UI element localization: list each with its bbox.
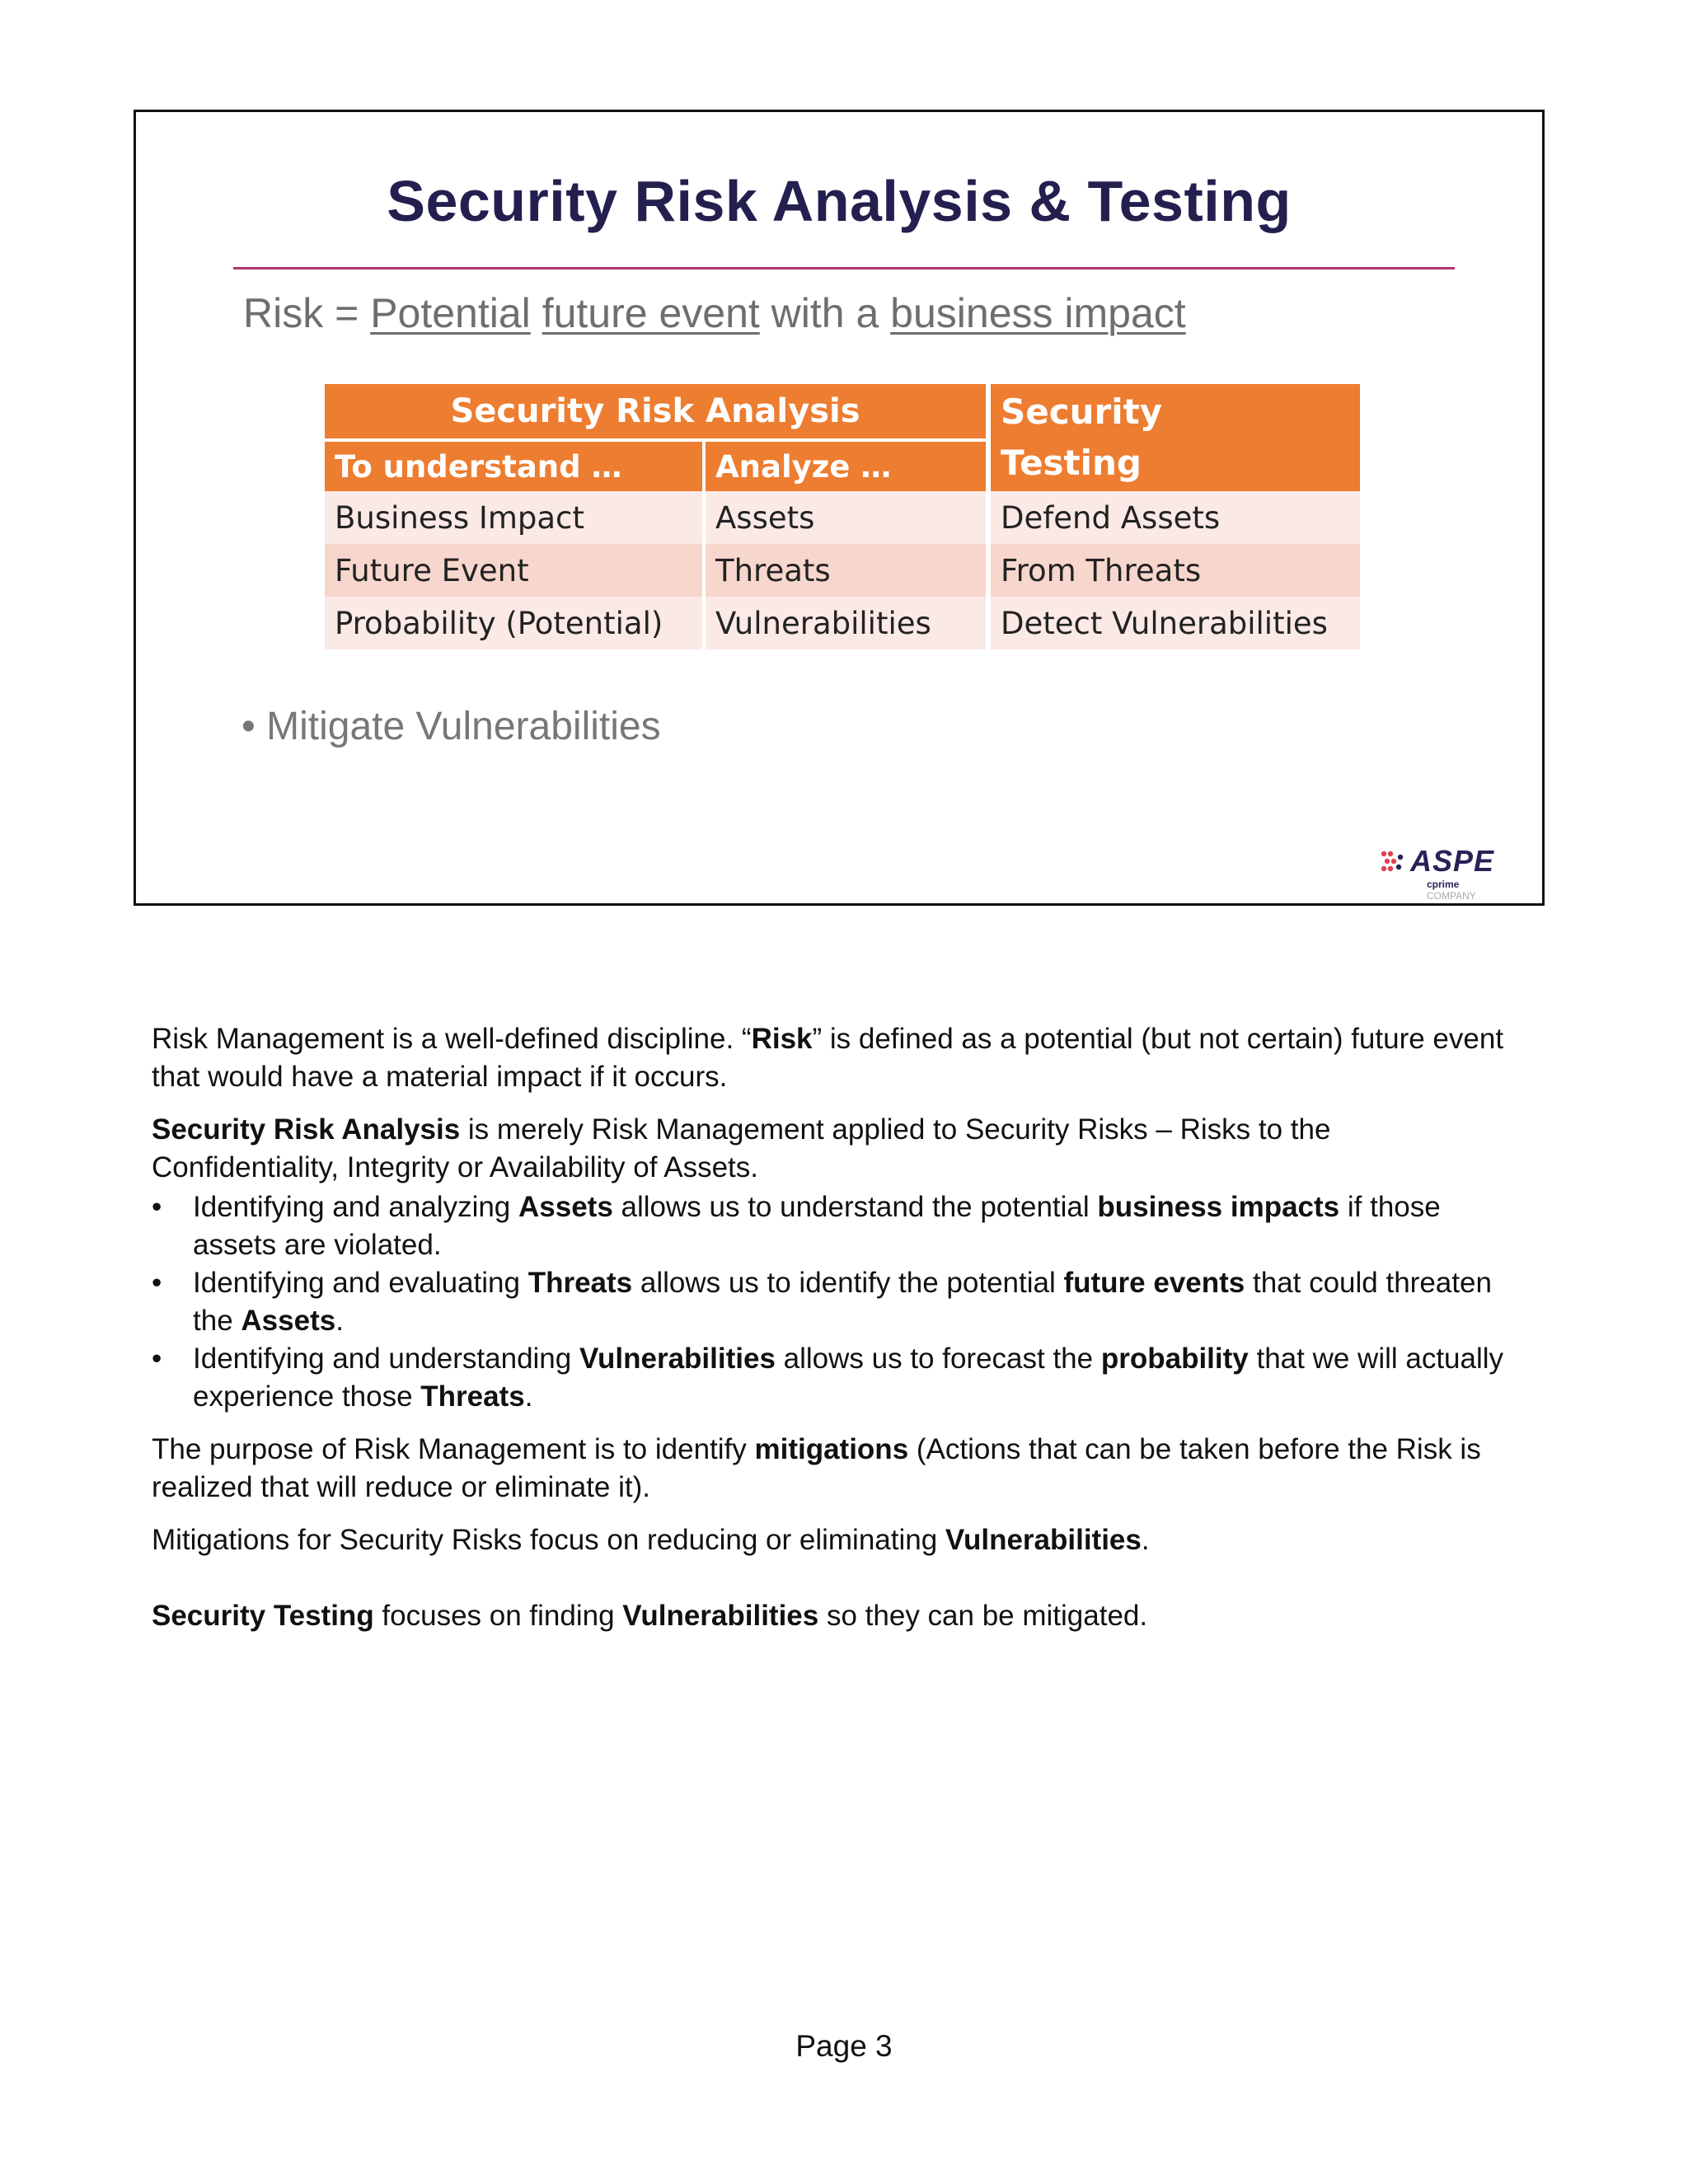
- bold-run: Vulnerabilities: [579, 1343, 776, 1375]
- text-run: Identifying and analyzing: [193, 1191, 518, 1223]
- risk-definition-middle: with a: [759, 290, 891, 336]
- text-run: Risk Management is a well-defined discipline. “: [152, 1023, 752, 1055]
- title-divider: [233, 267, 1455, 269]
- notes-paragraph-security-risk-analysis: [152, 1111, 1520, 1187]
- notes-paragraph-mitigations-purpose: [152, 1431, 1520, 1507]
- list-item: [152, 1188, 1520, 1264]
- risk-definition: [243, 289, 1186, 337]
- header-security-testing: [988, 384, 1360, 491]
- aspe-logo: [1379, 844, 1503, 902]
- bold-run: Threats: [420, 1380, 525, 1413]
- bold-run: Risk: [751, 1023, 813, 1055]
- text-run: so they can be mitigated.: [818, 1600, 1148, 1632]
- text-run: Mitigations for Security Risks focus on reducing or eliminating: [152, 1524, 945, 1556]
- list-item: [152, 1340, 1520, 1416]
- table-cell: From Threats: [988, 544, 1360, 597]
- logo-sub-bold: cprime: [1427, 879, 1460, 890]
- bold-run: mitigations: [754, 1433, 909, 1465]
- slide-image: [134, 110, 1545, 906]
- text-run: The purpose of Risk Management is to identify: [152, 1433, 755, 1465]
- bold-run: Security Risk Analysis: [152, 1113, 461, 1146]
- header-security-testing-line1: Security: [1001, 391, 1163, 432]
- table-cell: Probability (Potential): [325, 597, 704, 649]
- risk-definition-prefix: Risk =: [243, 290, 371, 336]
- aspe-logo-icon: [1379, 849, 1407, 874]
- text-run: .: [524, 1380, 533, 1413]
- header-to-understand: To understand …: [325, 440, 704, 491]
- text-run: Identifying and understanding: [193, 1343, 579, 1375]
- risk-analysis-table: [325, 384, 1360, 649]
- bold-run: business impacts: [1097, 1191, 1340, 1223]
- bold-run: Threats: [528, 1267, 633, 1299]
- text-run: Identifying and evaluating: [193, 1267, 528, 1299]
- risk-definition-space: [531, 290, 542, 336]
- text-run: is merely Risk Management applied to Security Risks – Risks to the Confidentiality, Integrity or Availability of Assets.: [152, 1113, 1331, 1183]
- text-run: (Actions that can be taken before the Risk is realized that will reduce or eliminate it).: [152, 1433, 1481, 1503]
- table-cell: Future Event: [325, 544, 704, 597]
- bold-run: Vulnerabilities: [622, 1600, 819, 1632]
- text-run: focuses on finding: [373, 1600, 623, 1632]
- text-run: ” is defined as a potential (but not certain) future event that would have a material impact if it occurs.: [152, 1023, 1504, 1093]
- table-cell: Threats: [704, 544, 988, 597]
- paragraph-spacer: [152, 1574, 1520, 1597]
- notes-paragraph-mitigations-focus: [152, 1521, 1520, 1559]
- text-run: .: [335, 1305, 344, 1337]
- risk-term-future-event: future event: [542, 290, 760, 336]
- logo-sub-light: COMPANY: [1427, 890, 1476, 902]
- table-cell: Assets: [704, 491, 988, 544]
- text-run: that we will actually experience those: [193, 1343, 1504, 1413]
- text-run: .: [1141, 1524, 1150, 1556]
- text-run: allows us to understand the potential: [612, 1191, 1098, 1223]
- bold-run: Assets: [241, 1305, 336, 1337]
- aspe-logo-subtext: [1427, 879, 1503, 902]
- speaker-notes: [152, 1020, 1520, 1650]
- text-run: allows us to identify the potential: [632, 1267, 1064, 1299]
- notes-paragraph-risk-definition: [152, 1020, 1520, 1096]
- text-run: if those assets are violated.: [193, 1191, 1441, 1261]
- table-row: [325, 544, 1360, 597]
- header-security-testing-line2: Testing: [1001, 443, 1142, 483]
- bold-run: future events: [1063, 1267, 1245, 1299]
- table-row: [325, 491, 1360, 544]
- slide-bullet: • Mitigate Vulnerabilities: [241, 705, 661, 748]
- notes-bullet-list: [152, 1188, 1520, 1416]
- slide-title: Security Risk Analysis & Testing: [387, 169, 1292, 233]
- notes-paragraph-security-testing: [152, 1597, 1520, 1635]
- text-run: allows us to forecast the: [775, 1343, 1101, 1375]
- bold-run: Assets: [518, 1191, 613, 1223]
- table-cell: Vulnerabilities: [704, 597, 988, 649]
- bold-run: Security Testing: [152, 1600, 374, 1632]
- list-item: [152, 1264, 1520, 1340]
- page-number: Page 3: [795, 2029, 893, 2063]
- bold-run: probability: [1100, 1343, 1249, 1375]
- risk-term-business-impact: business impact: [890, 290, 1186, 336]
- table-cell: Defend Assets: [988, 491, 1360, 544]
- header-security-risk-analysis: Security Risk Analysis: [325, 384, 988, 440]
- bold-run: Vulnerabilities: [945, 1524, 1142, 1556]
- table-cell: Detect Vulnerabilities: [988, 597, 1360, 649]
- table-cell: Business Impact: [325, 491, 704, 544]
- header-analyze: Analyze …: [704, 440, 988, 491]
- risk-term-potential: Potential: [370, 290, 531, 336]
- text-run: that could threaten the: [193, 1267, 1492, 1337]
- table-row: [325, 597, 1360, 649]
- aspe-logo-text: ASPE: [1410, 844, 1495, 878]
